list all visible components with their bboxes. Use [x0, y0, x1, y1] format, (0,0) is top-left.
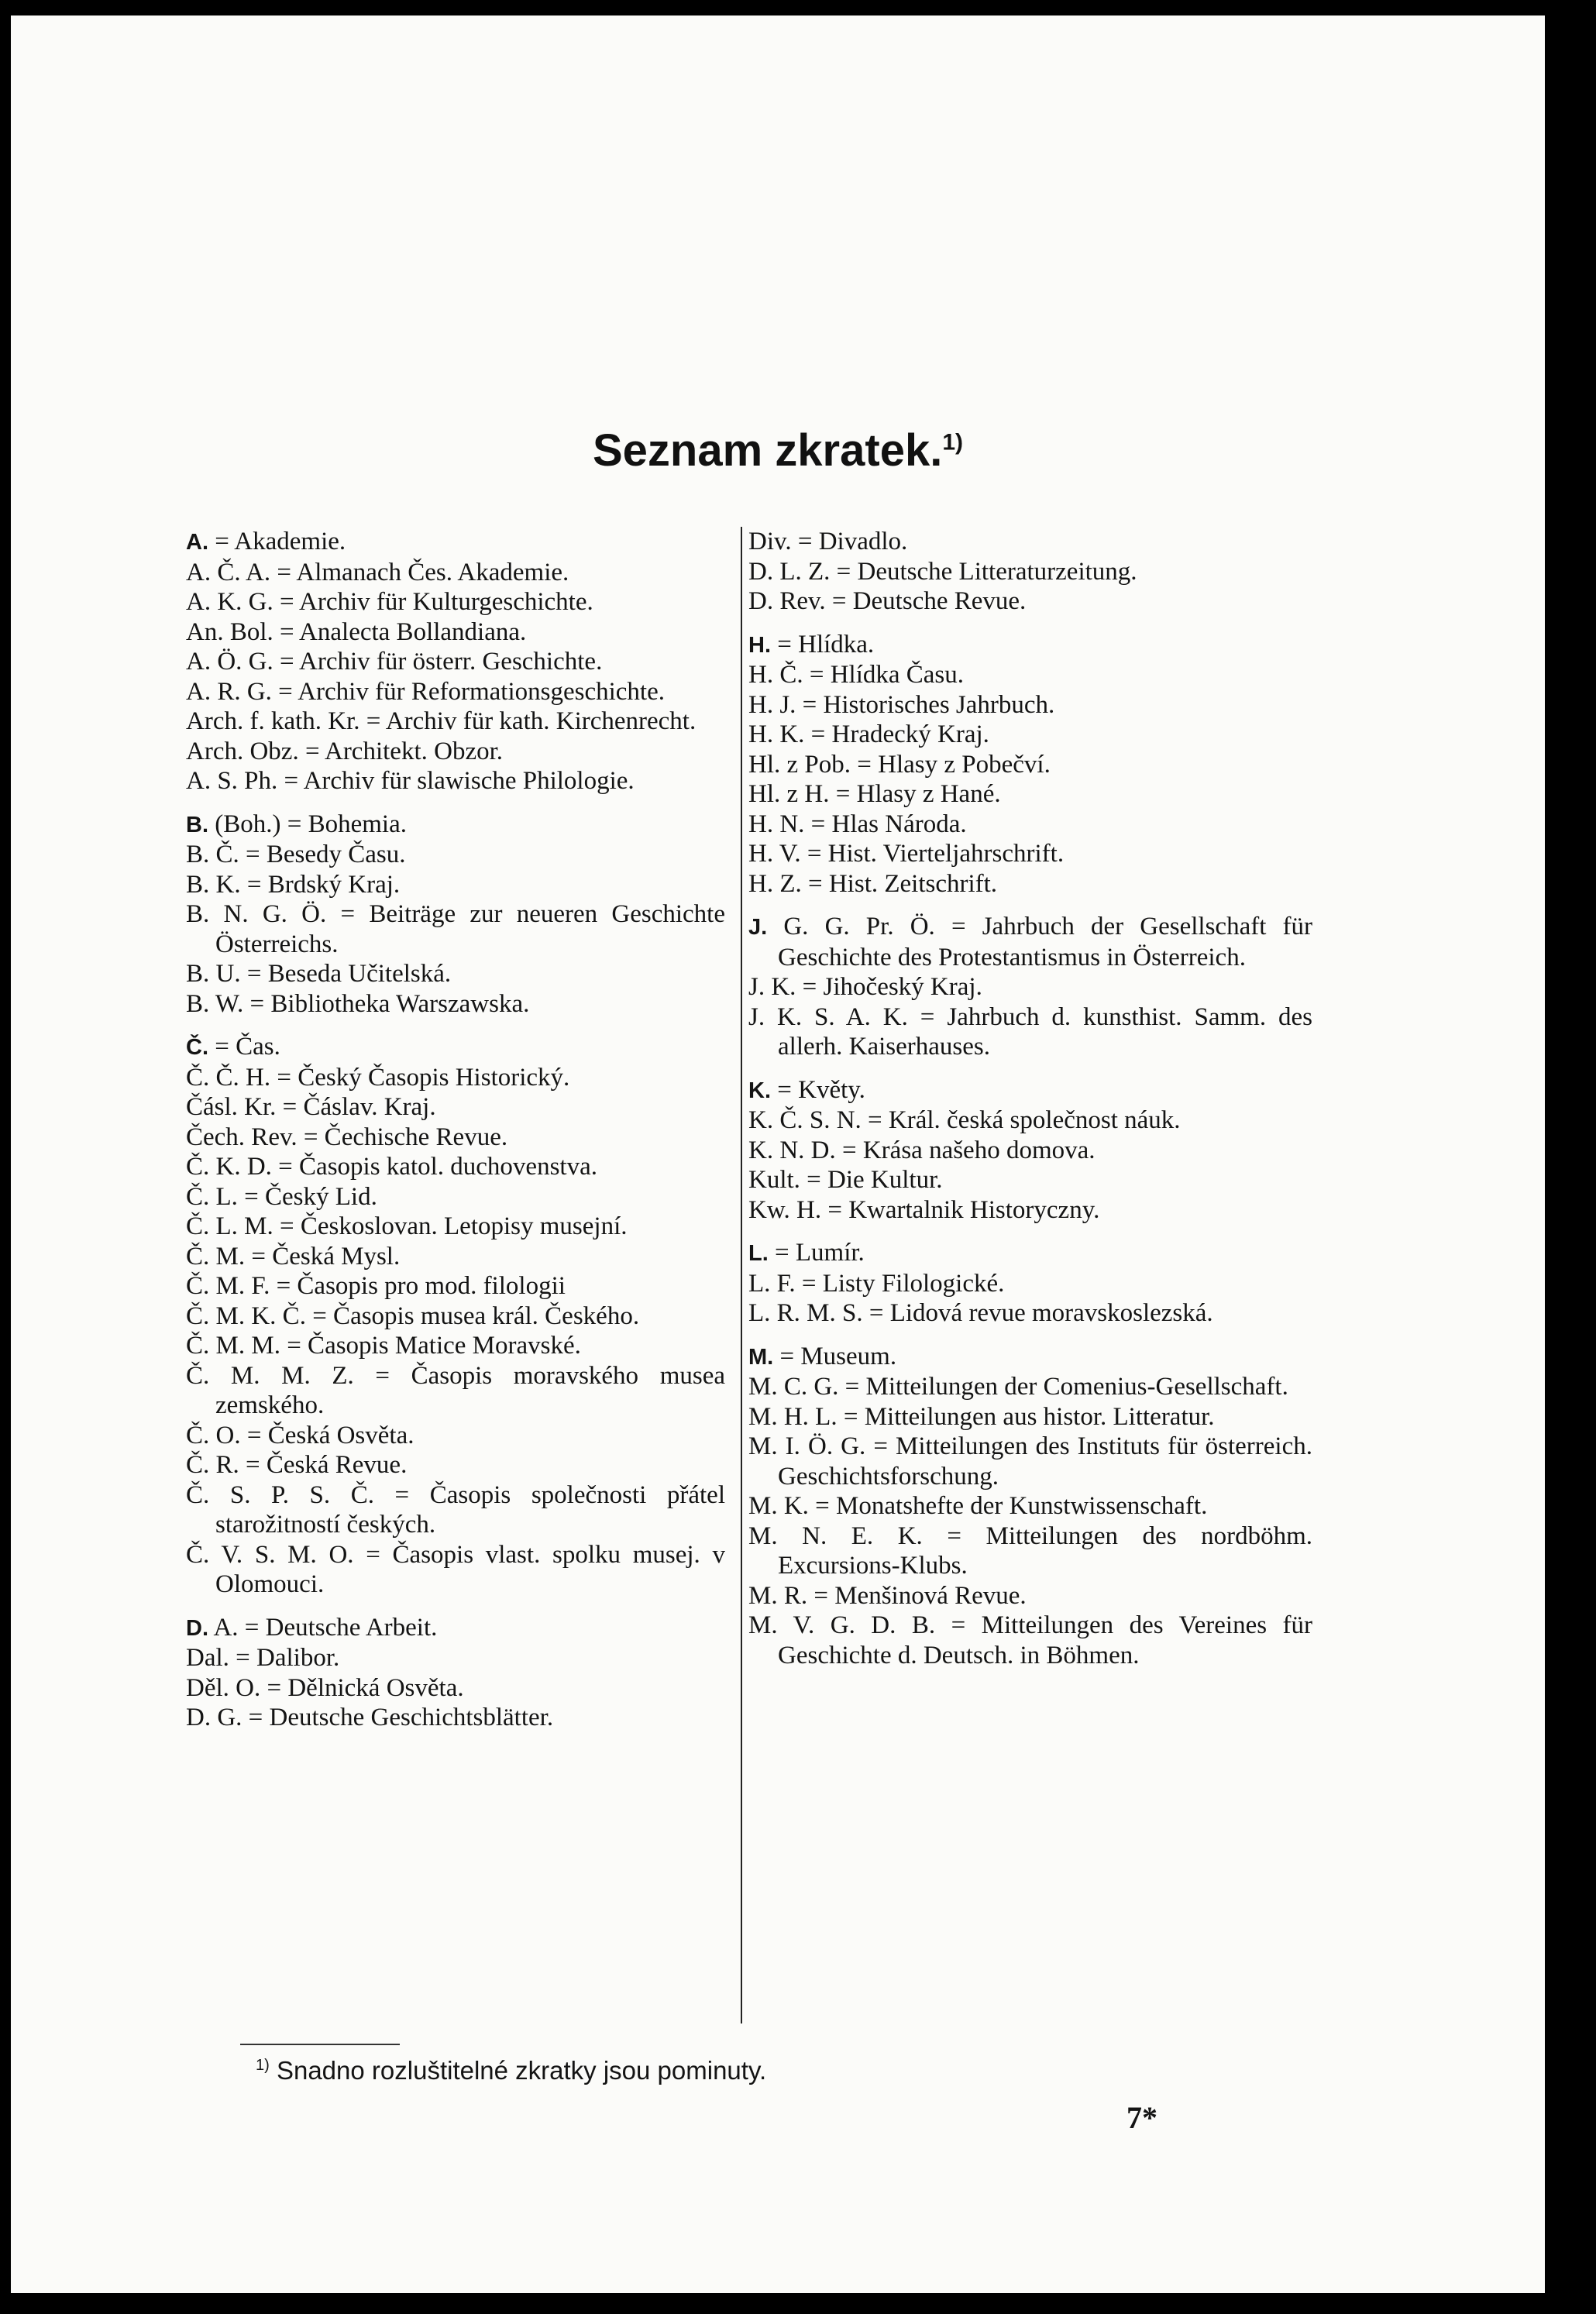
entry-text: A. K. G. = Archiv für Kulturgeschichte.	[186, 588, 593, 616]
entry-text: Č. Č. H. = Český Časopis Historický.	[186, 1063, 570, 1092]
entry-text: Čech. Rev. = Čechische Revue.	[186, 1123, 508, 1151]
entry-text: Č. M. F. = Časopis pro mod. filologii	[186, 1272, 566, 1300]
entry-text: Č. O. = Česká Osvěta.	[186, 1421, 414, 1449]
entry-text: M. C. G. = Mitteilungen der Comenius-Gesellschaft.	[748, 1373, 1288, 1401]
entry-text: K. Č. S. N. = Král. česká společnost náuk.	[748, 1106, 1181, 1134]
abbreviation-entry	[186, 1212, 725, 1242]
page-title	[11, 425, 1545, 476]
abbreviation-entry	[748, 779, 1312, 810]
entry-text: = Museum.	[779, 1342, 897, 1370]
abbreviation-entry	[186, 1182, 725, 1212]
section-letter: M.	[748, 1344, 774, 1370]
abbreviation-entry	[186, 1361, 725, 1421]
abbreviation-entry	[186, 870, 725, 900]
abbreviation-entry	[748, 527, 1312, 557]
entry-text: A. = Deutsche Arbeit.	[213, 1613, 438, 1642]
section-letter: A.	[186, 530, 208, 555]
entry-text: H. N. = Hlas Národa.	[748, 810, 967, 838]
title-text: Seznam zkratek.	[592, 425, 943, 476]
entry-text: (Boh.) = Bohemia.	[215, 810, 407, 838]
abbreviation-entry	[748, 1611, 1312, 1670]
entry-text: B. W. = Bibliotheka Warszawska.	[186, 989, 530, 1018]
document-page	[11, 15, 1545, 2293]
abbreviation-group	[748, 527, 1312, 617]
entry-text: B. K. = Brdský Kraj.	[186, 870, 401, 899]
entry-text: M. I. Ö. G. = Mitteilungen des Instituts für österreich. Geschichtsforschung.	[748, 1432, 1312, 1491]
footnote-mark: 1)	[256, 2057, 270, 2074]
entry-text: D. G. = Deutsche Geschichtsblätter.	[186, 1704, 554, 1731]
entry-text: Č. S. P. S. Č. = Časopis společnosti přátel starožitností českých.	[186, 1480, 725, 1539]
entry-text: M. N. E. K. = Mitteilungen des nordböhm. Excursions-Klubs.	[748, 1521, 1312, 1580]
abbreviation-entry	[186, 989, 725, 1019]
footnote	[256, 2056, 766, 2085]
abbreviation-entry	[748, 557, 1312, 587]
abbreviation-entry	[186, 1540, 725, 1600]
entry-text: Č. R. = Česká Revue.	[186, 1451, 408, 1479]
entry-text: H. J. = Historisches Jahrbuch.	[748, 690, 1055, 719]
abbreviation-entry	[186, 617, 725, 648]
footnote-rule	[240, 2044, 400, 2045]
abbreviation-entry	[186, 737, 725, 767]
abbreviation-entry	[748, 1105, 1312, 1136]
section-letter: H.	[748, 632, 771, 658]
entry-text: A. S. Ph. = Archiv für slawische Philologie.	[186, 767, 635, 795]
entry-text: L. R. M. S. = Lidová revue moravskoslezská.	[748, 1299, 1213, 1327]
entry-text: Div. = Divadlo.	[748, 528, 908, 555]
entry-text: G. G. Pr. Ö. = Jahrbuch der Gesellschaft für Geschichte des Protestantismus in Österreich.	[778, 913, 1313, 971]
section-letter: D.	[186, 1615, 208, 1641]
abbreviation-entry	[748, 1491, 1312, 1521]
abbreviation-entry	[186, 1301, 725, 1332]
entry-text: Kw. H. = Kwartalnik Historyczny.	[748, 1195, 1100, 1224]
entry-text: = Lumír.	[775, 1239, 865, 1267]
page-number: 7*	[1126, 2100, 1157, 2135]
abbreviation-entry	[748, 1269, 1312, 1299]
entry-text: H. K. = Hradecký Kraj.	[748, 720, 989, 748]
abbreviation-entry	[186, 899, 725, 959]
abbreviation-entry	[748, 1195, 1312, 1226]
abbreviation-entry	[748, 1238, 1312, 1269]
abbreviations-column-left	[186, 527, 725, 1746]
entry-text: Hl. z Pob. = Hlasy z Pobečví.	[748, 750, 1051, 779]
abbreviation-group	[186, 810, 725, 1019]
entry-text: H. Č. = Hlídka Času.	[748, 661, 965, 689]
abbreviation-group	[186, 1032, 725, 1600]
entry-text: J. K. S. A. K. = Jahrbuch d. kunsthist. Samm. des allerh. Kaiserhauses.	[748, 1002, 1312, 1061]
column-divider	[741, 527, 742, 2023]
entry-text: M. R. = Menšinová Revue.	[748, 1581, 1027, 1610]
entry-text: Kult. = Die Kultur.	[748, 1166, 943, 1194]
entry-text: Hl. z H. = Hlasy z Hané.	[748, 780, 1001, 808]
abbreviation-entry	[748, 1372, 1312, 1402]
abbreviation-group	[748, 630, 1312, 899]
abbreviations-column-right	[748, 527, 1312, 1683]
abbreviation-entry	[748, 1432, 1312, 1491]
abbreviation-entry	[186, 1092, 725, 1123]
entry-text: H. Z. = Hist. Zeitschrift.	[748, 869, 998, 898]
abbreviation-entry	[748, 912, 1312, 972]
abbreviation-entry	[186, 707, 725, 737]
section-letter: K.	[748, 1078, 771, 1103]
abbreviation-entry	[186, 647, 725, 677]
abbreviation-entry	[186, 1063, 725, 1093]
footnote-text: Snadno rozluštitelné zkratky jsou pominuty.	[276, 2056, 767, 2085]
entry-text: Č. M. M. Z. = Časopis moravského musea zemského.	[186, 1361, 725, 1419]
abbreviation-entry	[748, 660, 1312, 690]
entry-text: L. F. = Listy Filologické.	[748, 1269, 1005, 1298]
entry-text: Č. V. S. M. O. = Časopis vlast. spolku musej. v Olomouci.	[186, 1540, 725, 1598]
abbreviation-group	[186, 527, 725, 796]
abbreviation-entry	[186, 1613, 725, 1644]
abbreviation-entry	[748, 630, 1312, 661]
entry-text: H. V. = Hist. Vierteljahrschrift.	[748, 840, 1065, 868]
entry-text: Č. K. D. = Časopis katol. duchovenstva.	[186, 1153, 597, 1181]
abbreviation-entry	[748, 1521, 1312, 1581]
abbreviation-entry	[186, 1032, 725, 1063]
abbreviation-entry	[748, 810, 1312, 840]
abbreviation-entry	[186, 810, 725, 841]
abbreviation-group	[748, 1342, 1312, 1671]
entry-text: M. V. G. D. B. = Mitteilungen des Vereines für Geschichte d. Deutsch. in Böhmen.	[748, 1611, 1312, 1669]
title-footnote-mark: 1)	[942, 429, 964, 456]
abbreviation-entry	[748, 1002, 1312, 1062]
entry-text: Čásl. Kr. = Čáslav. Kraj.	[186, 1093, 436, 1121]
entry-text: Dal. = Dalibor.	[186, 1644, 340, 1672]
entry-text: = Květy.	[777, 1075, 865, 1104]
entry-text: D. Rev. = Deutsche Revue.	[748, 587, 1027, 615]
abbreviation-entry	[748, 720, 1312, 750]
abbreviation-entry	[186, 1271, 725, 1301]
abbreviation-entry	[186, 1242, 725, 1272]
abbreviation-entry	[748, 586, 1312, 617]
entry-text: Arch. Obz. = Architekt. Obzor.	[186, 737, 504, 765]
abbreviation-entry	[748, 839, 1312, 869]
entry-text: K. N. D. = Krása našeho domova.	[748, 1136, 1096, 1164]
section-letter: B.	[186, 812, 208, 837]
abbreviation-entry	[748, 1581, 1312, 1611]
abbreviation-entry	[186, 766, 725, 796]
abbreviation-entry	[186, 840, 725, 870]
entry-text: J. K. = Jihočeský Kraj.	[748, 973, 982, 1001]
abbreviation-entry	[186, 527, 725, 558]
abbreviation-entry	[748, 1402, 1312, 1432]
section-letter: L.	[748, 1241, 769, 1266]
abbreviation-entry	[748, 750, 1312, 780]
entry-text: M. H. L. = Mitteilungen aus histor. Litteratur.	[748, 1402, 1215, 1431]
entry-text: = Hlídka.	[777, 630, 875, 658]
abbreviation-group	[748, 912, 1312, 1062]
abbreviation-entry	[186, 1421, 725, 1451]
abbreviation-entry	[748, 869, 1312, 899]
entry-text: Č. M. K. Č. = Časopis musea král. Českého.	[186, 1301, 640, 1330]
abbreviation-entry	[186, 1673, 725, 1704]
entry-text: Č. M. = Česká Mysl.	[186, 1242, 401, 1270]
abbreviation-entry	[186, 1450, 725, 1480]
entry-text: A. R. G. = Archiv für Reformationsgeschichte.	[186, 677, 665, 706]
abbreviation-entry	[186, 587, 725, 617]
section-letter: J.	[748, 915, 768, 940]
entry-text: An. Bol. = Analecta Bollandiana.	[186, 617, 527, 646]
abbreviation-entry	[748, 1298, 1312, 1329]
abbreviation-entry	[186, 1123, 725, 1153]
abbreviation-entry	[186, 1331, 725, 1361]
entry-text: M. K. = Monatshefte der Kunstwissenschaft.	[748, 1492, 1208, 1520]
entry-text: = Akademie.	[215, 528, 346, 555]
abbreviation-group	[748, 1075, 1312, 1226]
abbreviation-entry	[186, 1643, 725, 1673]
entry-text: Č. L. M. = Českoslovan. Letopisy musejní.	[186, 1212, 628, 1240]
entry-text: = Čas.	[215, 1033, 280, 1061]
entry-text: B. N. G. Ö. = Beiträge zur neueren Geschichte Österreichs.	[186, 900, 725, 958]
entry-text: Arch. f. kath. Kr. = Archiv für kath. Kirchenrecht.	[186, 707, 697, 735]
entry-text: B. Č. = Besedy Času.	[186, 841, 406, 868]
abbreviation-entry	[748, 1136, 1312, 1166]
abbreviation-group	[186, 1613, 725, 1733]
entry-text: D. L. Z. = Deutsche Litteraturzeitung.	[748, 557, 1137, 586]
entry-text: Č. M. M. = Časopis Matice Moravské.	[186, 1332, 581, 1360]
abbreviation-entry	[186, 677, 725, 707]
entry-text: Č. L. = Český Lid.	[186, 1182, 377, 1211]
abbreviation-group	[748, 1238, 1312, 1329]
abbreviation-entry	[186, 1703, 725, 1733]
abbreviation-entry	[186, 558, 725, 588]
abbreviation-entry	[748, 1075, 1312, 1106]
abbreviation-entry	[748, 1165, 1312, 1195]
abbreviation-entry	[186, 1480, 725, 1540]
abbreviation-entry	[748, 690, 1312, 720]
abbreviation-entry	[186, 1152, 725, 1182]
abbreviation-entry	[748, 972, 1312, 1002]
entry-text: Děl. O. = Dělnická Osvěta.	[186, 1673, 464, 1702]
entry-text: B. U. = Beseda Učitelská.	[186, 960, 452, 988]
abbreviation-entry	[186, 959, 725, 989]
section-letter: Č.	[186, 1035, 208, 1060]
abbreviation-entry	[748, 1342, 1312, 1373]
entry-text: A. Č. A. = Almanach Čes. Akademie.	[186, 558, 569, 586]
entry-text: A. Ö. G. = Archiv für österr. Geschichte.	[186, 648, 603, 676]
